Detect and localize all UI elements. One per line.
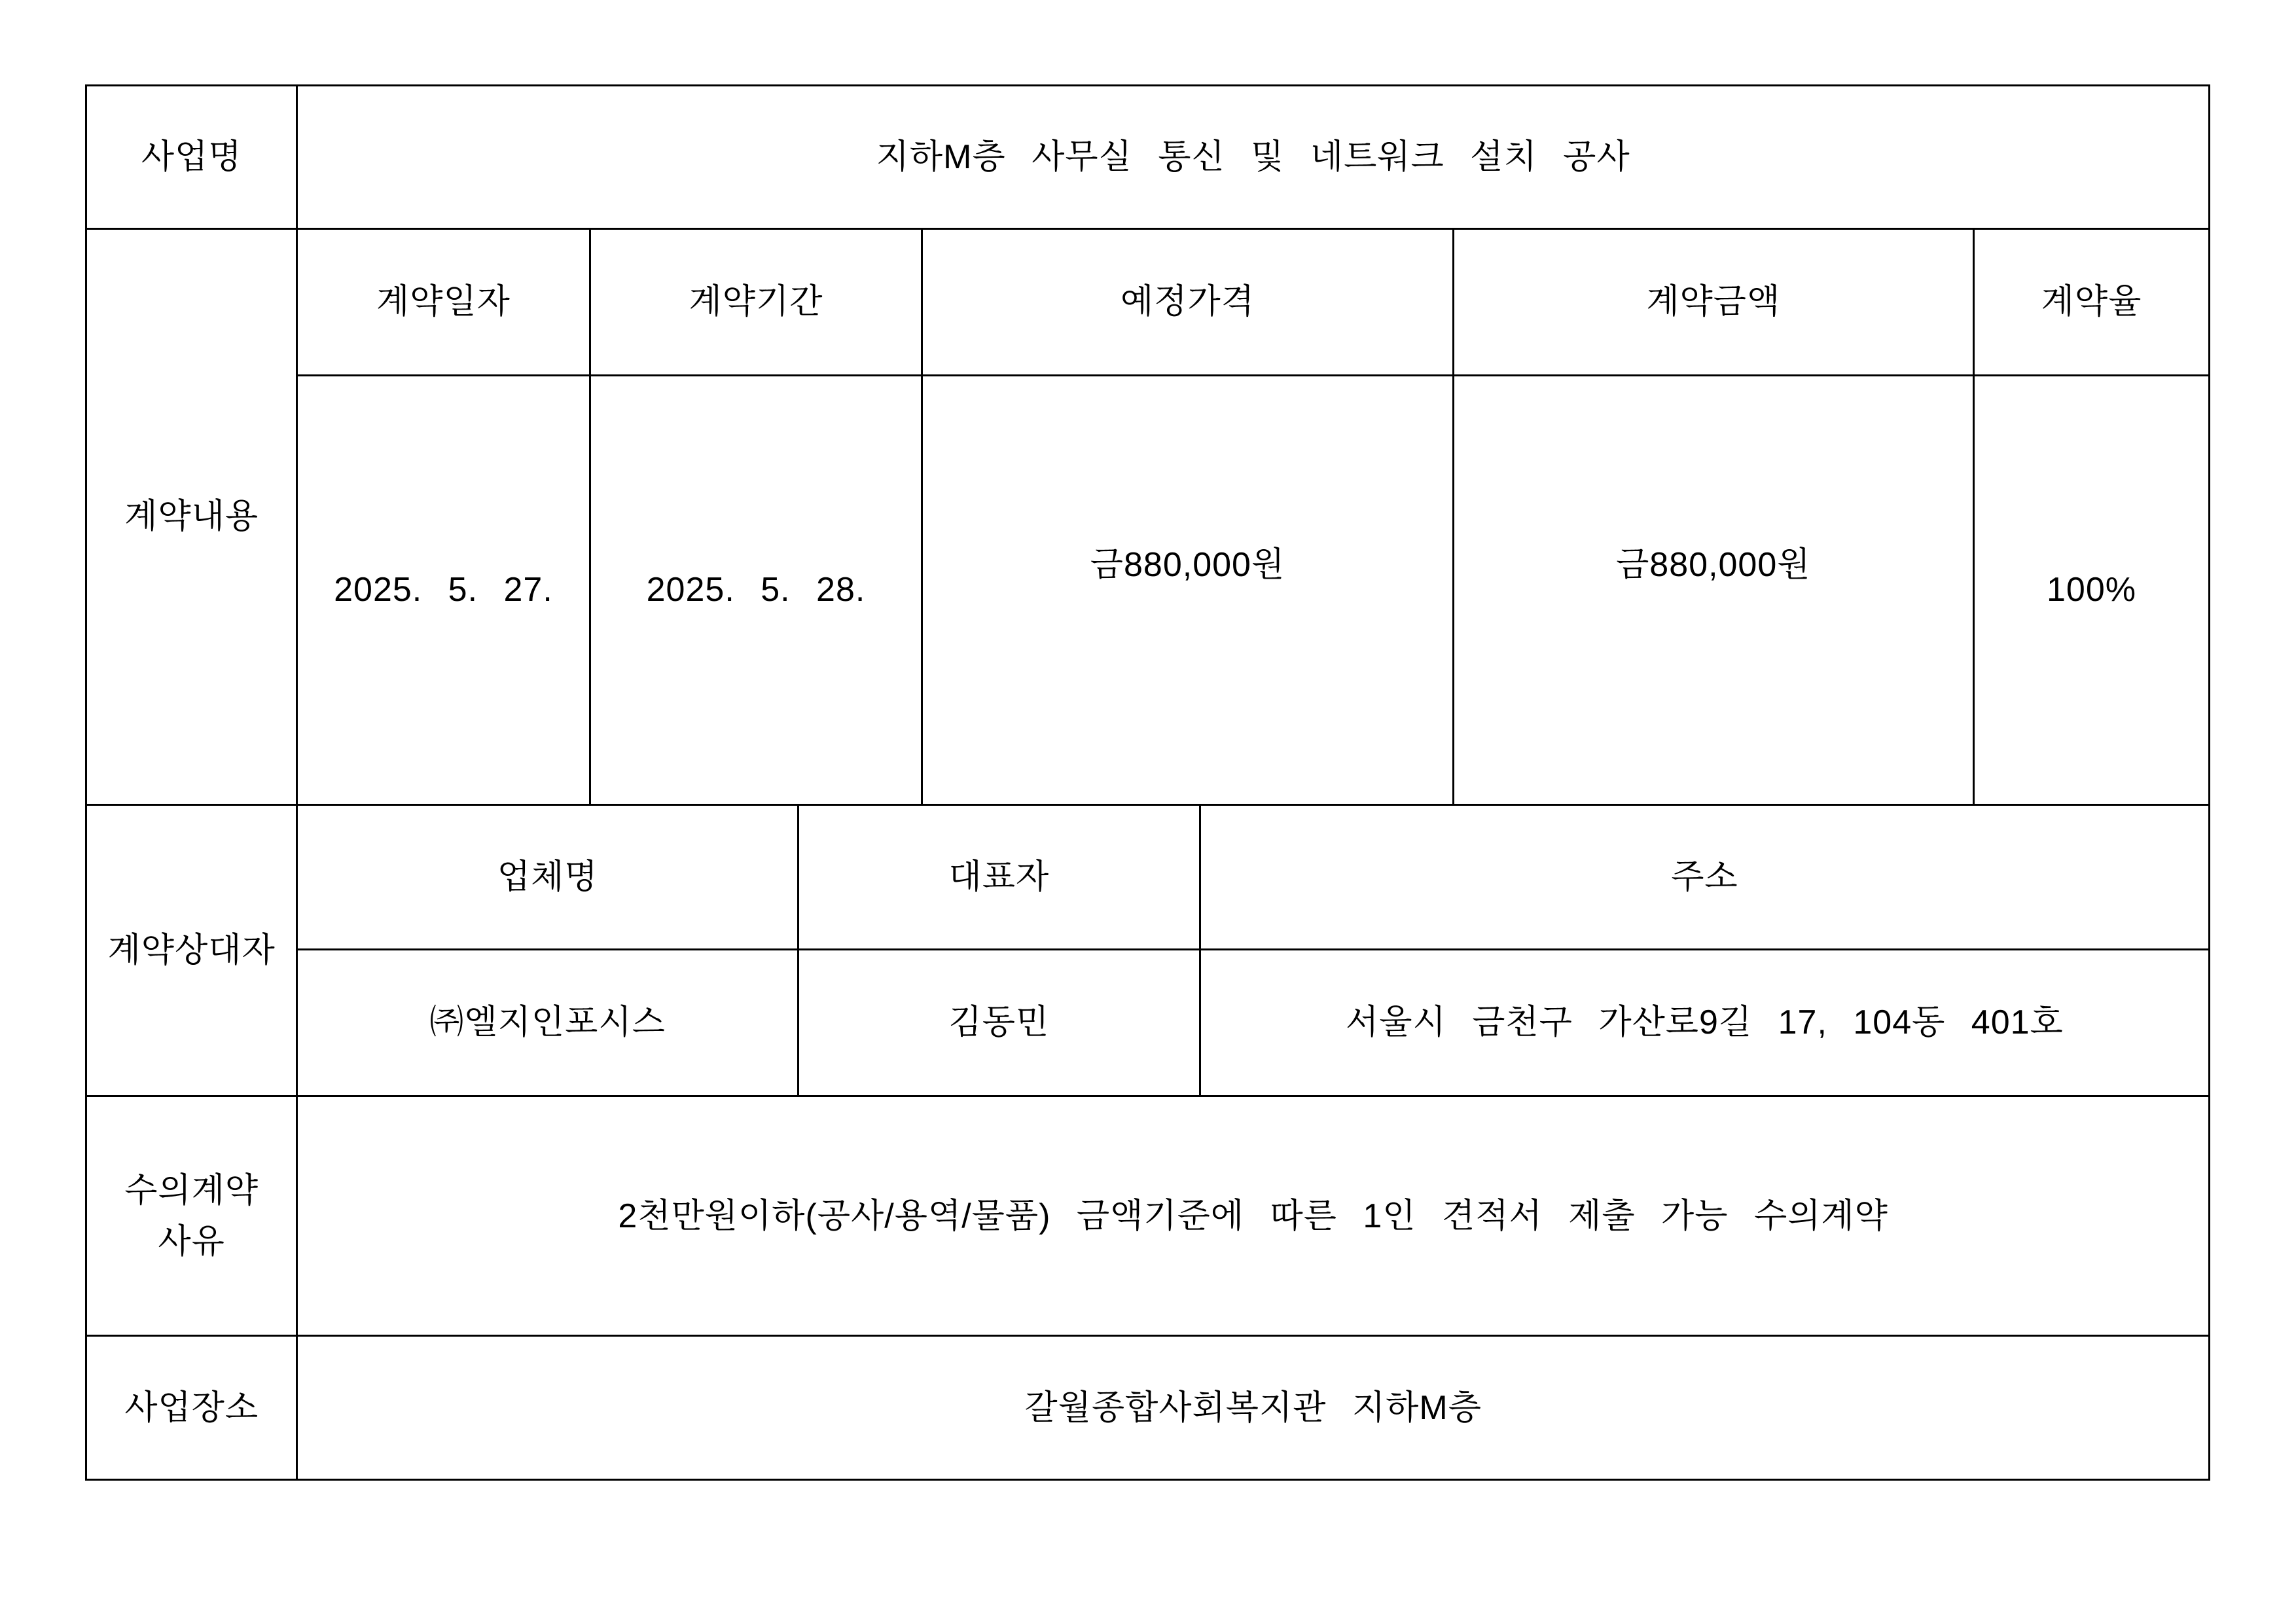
- contract-rate-header-text: 계약율: [2041, 283, 2142, 321]
- contract-period-value: [591, 376, 922, 804]
- contract-party-label-text: 계약상대자: [107, 931, 276, 969]
- representative-value-text: 김동민: [948, 1003, 1050, 1042]
- representative-value: [799, 950, 1199, 1094]
- business-location-value: [298, 1337, 2208, 1479]
- negotiated-contract-reason-label: [87, 1097, 296, 1335]
- address-header-text: 주소: [1671, 857, 1738, 896]
- contract-period-value-text: 2025. 5. 28.: [646, 571, 866, 609]
- estimated-price-header-text: 예정가격: [1121, 283, 1255, 321]
- contract-party-label: [87, 806, 296, 1095]
- contract-rate-header: [1975, 230, 2208, 374]
- contract-date-value-text: 2025. 5. 27.: [334, 571, 553, 609]
- company-name-value-text: ㈜엘지인포시스: [429, 1003, 666, 1042]
- representative-header-text: 대표자: [948, 857, 1050, 896]
- business-location-label: [87, 1337, 296, 1479]
- estimated-price-header: [923, 230, 1452, 374]
- representative-header: [799, 806, 1199, 949]
- estimated-price-value: [923, 376, 1452, 804]
- address-value: [1201, 950, 2208, 1094]
- contract-details-label-text: 계약내용: [124, 497, 259, 536]
- address-value-text: 서울시 금천구 가산로9길 17, 104동 401호: [1346, 1003, 2064, 1042]
- contract-date-header: [298, 230, 588, 374]
- contract-details-label: [87, 230, 296, 804]
- business-name-value: [298, 86, 2208, 228]
- company-name-header-text: 업체명: [497, 857, 598, 896]
- business-location-label-text: 사업장소: [124, 1388, 259, 1427]
- negotiated-contract-reason-label-line1: 수의계약: [124, 1171, 259, 1210]
- negotiated-contract-reason-value: [298, 1097, 2208, 1335]
- contract-period-header: [591, 230, 922, 374]
- company-name-header: [298, 806, 797, 949]
- contract-period-header-text: 계약기간: [689, 283, 823, 321]
- contract-date-header-text: 계약일자: [376, 283, 511, 321]
- contract-amount-value-text: 금880,000원: [1616, 546, 1811, 585]
- contract-amount-value: [1454, 376, 1973, 804]
- company-name-value: [298, 950, 797, 1094]
- contract-date-value: [298, 376, 588, 804]
- estimated-price-value-text: 금880,000원: [1090, 546, 1285, 585]
- business-name-label: [87, 86, 296, 228]
- contract-rate-value: [1975, 376, 2208, 804]
- contract-summary-table: [85, 84, 2210, 1481]
- negotiated-contract-reason-label-line2: 사유: [158, 1222, 225, 1261]
- contract-amount-header-text: 계약금액: [1646, 283, 1781, 321]
- address-header: [1201, 806, 2208, 949]
- contract-rate-value-text: 100%: [2046, 571, 2136, 609]
- negotiated-contract-reason-value-text: 2천만원이하(공사/용역/물품) 금액기준에 따른 1인 견적서 제출 가능 수의계약: [618, 1197, 1888, 1235]
- business-location-value-text: 갈월종합사회복지관 지하M층: [1024, 1388, 1482, 1427]
- business-name-label-text: 사업명: [141, 137, 242, 176]
- contract-amount-header: [1454, 230, 1973, 374]
- business-name-value-text: 지하M층 사무실 통신 및 네트워크 설치 공사: [876, 137, 1630, 176]
